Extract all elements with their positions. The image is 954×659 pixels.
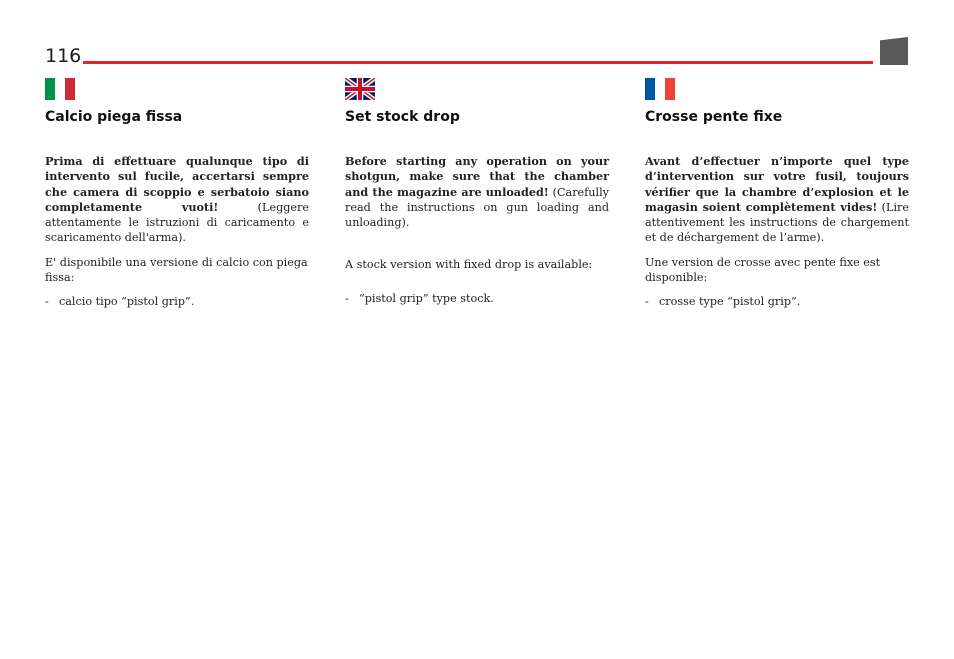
section-title-italian: Calcio piega fissa (45, 109, 183, 125)
uk-flag-icon (345, 78, 375, 100)
warning-bold-french: Avant d’effectuer n’importe quel type d’intervention sur votre fusil, toujours vérifier que la chambre d’explosion et le magasin soient complètement vides! (645, 154, 909, 214)
list-item-french (645, 294, 909, 309)
column-english (345, 78, 609, 306)
paragraph-italian: E' disponibile una versione di calcio con piega fissa: (45, 255, 308, 285)
warning-note-english: (Carefully read the instructions on gun loading and unloading). (345, 185, 609, 230)
warning-note-italian: (Leggere attentamente le istruzioni di caricamento e scaricamento dell'arma). (45, 200, 309, 245)
list-item-italian (45, 294, 309, 309)
header-rule (83, 61, 873, 64)
italy-flag-icon (45, 78, 75, 100)
paragraph-english: A stock version with fixed drop is available: (345, 258, 593, 272)
warning-bold-italian: Prima di effettuare qualunque tipo di intervento sul fucile, accertarsi sempre che camera di scoppio e serbatoio siano completamente vuoti! (45, 154, 309, 214)
warning-note-french: (Lire attentivement les instructions de chargement et de déchargement de l’arme). (645, 200, 909, 245)
warning-french (645, 154, 909, 246)
list-item-english (345, 291, 609, 306)
list-marker: - (645, 295, 649, 309)
list-marker: - (345, 291, 349, 305)
warning-italian (45, 154, 309, 246)
warning-english (345, 154, 609, 230)
warning-bold-english: Before starting any operation on your shotgun, make sure that the chamber and the magazine are unloaded! (345, 154, 609, 199)
list-item-text-french: crosse type “pistol grip”. (659, 295, 801, 309)
column-italian (45, 78, 309, 310)
list-item-text-english: “pistol grip” type stock. (359, 291, 494, 305)
page-number: 116 (45, 45, 82, 67)
column-french (645, 78, 909, 310)
list-item-text-italian: calcio tipo “pistol grip”. (59, 295, 195, 309)
section-title-english: Set stock drop (345, 109, 460, 125)
paragraph-french: Une version de crosse avec pente fixe est disponible: (645, 255, 881, 285)
france-flag-icon (645, 78, 675, 100)
corner-tab (880, 37, 908, 65)
section-title-french: Crosse pente fixe (645, 109, 783, 125)
list-marker: - (45, 295, 49, 309)
